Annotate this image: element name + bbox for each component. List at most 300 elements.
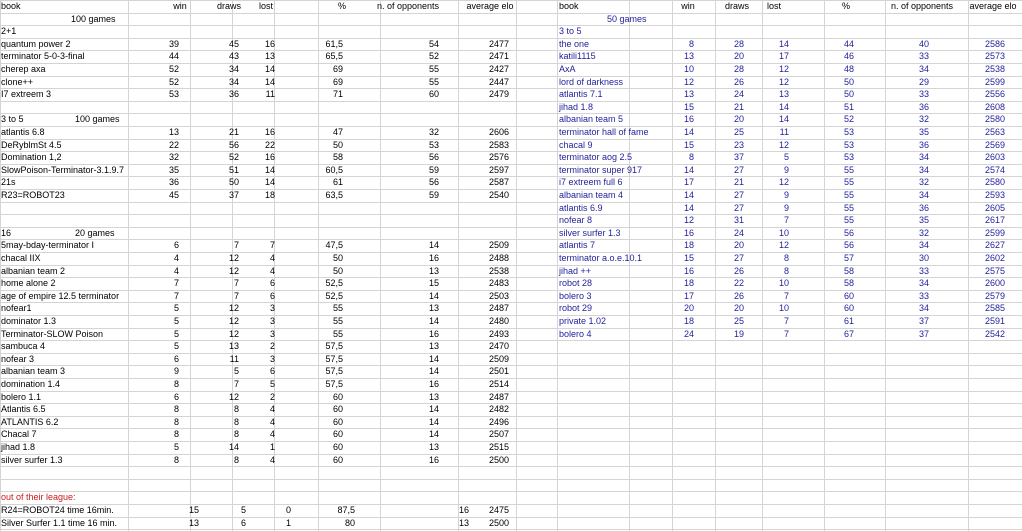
cell-opp[interactable]: 30 [918,253,929,263]
cell-lost[interactable]: 14 [778,38,789,49]
cell-book[interactable]: age of empire 12.5 terminator [1,290,120,301]
cell-win[interactable]: 22 [168,139,179,150]
cell-draws[interactable]: 27 [733,164,744,175]
cell-book[interactable]: AxA [559,64,576,74]
cell-book[interactable]: silver surfer 1.3 [1,454,63,465]
cell-opp[interactable]: 36 [918,101,929,112]
cell-lost[interactable]: 7 [783,290,789,301]
cell-pct[interactable]: 61 [332,177,343,188]
cell-pct[interactable]: 69 [332,76,343,87]
header-win[interactable]: win [173,1,187,11]
cell-lost[interactable]: 3 [269,303,275,314]
cell-win[interactable]: 14 [683,202,694,213]
league-title[interactable]: out of their league: [1,492,76,503]
cell-elo[interactable]: 2597 [488,164,509,175]
cell-win[interactable]: 35 [168,164,179,175]
header-pct[interactable]: % [337,1,346,11]
cell-pct[interactable]: 52,5 [325,290,343,301]
cell-opp[interactable]: 16 [428,328,439,339]
cell-lost[interactable]: 5 [269,379,275,389]
cell-opp[interactable]: 37 [918,328,929,339]
cell-pct[interactable]: 53 [843,152,854,163]
cell-pct[interactable]: 47 [332,127,343,137]
cell-lost[interactable]: 12 [778,139,789,150]
cell-opp[interactable]: 34 [918,64,929,74]
cell-lost[interactable]: 5 [783,152,789,163]
cell-win[interactable]: 5 [173,303,179,314]
cell-elo[interactable]: 2487 [488,303,509,314]
cell-draws[interactable]: 27 [733,190,744,200]
cell-pct[interactable]: 53 [843,127,854,137]
cell-elo[interactable]: 2447 [488,76,509,87]
cell-win[interactable]: 24 [683,328,694,339]
cell-elo[interactable]: 2593 [984,190,1005,200]
cell-elo[interactable]: 2574 [984,164,1005,175]
cell-win[interactable]: 8 [173,379,179,389]
cell-lost[interactable]: 10 [778,227,789,238]
cell-draws[interactable]: 8 [233,404,239,415]
cell-book[interactable]: quantum power 2 [1,38,71,49]
cell-draws[interactable]: 28 [733,64,744,74]
cell-opp[interactable]: 32 [428,127,439,137]
cell-pct[interactable]: 60 [332,429,343,440]
cell-draws[interactable]: 23 [733,139,744,150]
cell-opp[interactable]: 16 [428,253,439,263]
cell-draws[interactable]: 31 [733,215,744,226]
cell-win[interactable]: 45 [168,190,179,200]
cell-pct[interactable]: 55 [843,177,854,188]
cell-draws[interactable]: 20 [733,240,744,251]
cell-book[interactable]: SlowPoison-Terminator-3.1.9.7 [1,164,125,175]
cell-lost[interactable]: 10 [778,303,789,314]
cell-lost[interactable]: 8 [783,265,789,276]
cell-lost[interactable]: 7 [269,240,275,251]
cell-elo[interactable]: 2617 [984,215,1005,226]
cell-pct[interactable]: 55 [332,303,343,314]
cell-pct[interactable]: 60 [843,303,854,314]
cell-lost[interactable]: 14 [778,101,789,112]
cell-win[interactable]: 8 [173,454,179,465]
cell-opp[interactable]: 15 [428,278,439,289]
cell-lost[interactable]: 12 [778,240,789,251]
cell-pct[interactable]: 87,5 [337,505,355,515]
cell-book[interactable]: home alone 2 [1,278,56,289]
cell-elo[interactable]: 2538 [984,64,1005,74]
cell-pct[interactable]: 52,5 [325,278,343,289]
cell-book[interactable]: cherep axa [1,64,46,74]
section-games-label[interactable]: 50 games [607,13,647,24]
cell-elo[interactable]: 2599 [984,227,1005,238]
cell-elo[interactable]: 2488 [488,253,509,263]
cell-book[interactable]: jihad 1.8 [1,442,36,452]
cell-draws[interactable]: 12 [228,316,239,326]
cell-opp[interactable]: 14 [428,290,439,301]
cell-elo[interactable]: 2538 [488,265,509,276]
cell-opp[interactable]: 55 [428,64,439,74]
cell-elo[interactable]: 2579 [984,290,1005,301]
cell-lost[interactable]: 9 [783,202,789,213]
cell-opp[interactable]: 34 [918,152,929,163]
cell-lost[interactable]: 9 [783,190,789,200]
cell-draws[interactable]: 27 [733,202,744,213]
cell-lost[interactable]: 0 [285,505,291,515]
cell-pct[interactable]: 44 [843,38,854,49]
cell-win[interactable]: 5 [173,442,179,452]
cell-opp[interactable]: 37 [918,316,929,326]
cell-lost[interactable]: 18 [264,190,275,200]
cell-book[interactable]: R23=ROBOT23 [1,190,65,200]
cell-elo[interactable]: 2606 [488,127,509,137]
cell-lost[interactable]: 4 [269,265,275,276]
cell-win[interactable]: 52 [168,76,179,87]
cell-elo[interactable]: 2493 [488,328,509,339]
cell-draws[interactable]: 8 [233,454,239,465]
cell-pct[interactable]: 60 [332,404,343,415]
cell-draws[interactable]: 28 [733,38,744,49]
cell-draws[interactable]: 20 [733,114,744,125]
cell-draws[interactable]: 21 [733,177,744,188]
cell-win[interactable]: 8 [173,416,179,427]
cell-lost[interactable]: 2 [269,391,275,402]
cell-draws[interactable]: 14 [228,442,239,452]
cell-opp[interactable]: 14 [428,416,439,427]
cell-elo[interactable]: 2580 [984,114,1005,125]
section-title[interactable]: 16 [1,227,12,238]
cell-draws[interactable]: 19 [733,328,744,339]
cell-lost[interactable]: 12 [778,64,789,74]
cell-opp[interactable]: 32 [918,114,929,125]
cell-win[interactable]: 18 [683,240,694,251]
cell-lost[interactable]: 14 [264,177,275,188]
cell-lost[interactable]: 16 [264,127,275,137]
cell-book[interactable]: private 1.02 [559,316,607,326]
cell-pct[interactable]: 57 [843,253,854,263]
cell-opp[interactable]: 55 [428,76,439,87]
cell-elo[interactable]: 2575 [984,265,1005,276]
cell-opp[interactable]: 14 [428,353,439,364]
cell-elo[interactable]: 2500 [488,517,509,528]
cell-win[interactable]: 15 [188,505,199,515]
cell-elo[interactable]: 2507 [488,429,509,440]
cell-book[interactable]: i7 extreem full 6 [559,177,623,188]
cell-lost[interactable]: 22 [264,139,275,150]
cell-book[interactable]: R24=ROBOT24 time 16min. [1,505,114,515]
cell-win[interactable]: 18 [683,316,694,326]
cell-opp[interactable]: 13 [458,517,469,528]
cell-win[interactable]: 14 [683,190,694,200]
cell-win[interactable]: 6 [173,353,179,364]
cell-opp[interactable]: 33 [918,51,929,62]
cell-elo[interactable]: 2487 [488,391,509,402]
header-right-pct[interactable]: % [841,1,850,11]
cell-book[interactable]: nofear1 [1,303,32,314]
cell-draws[interactable]: 26 [733,265,744,276]
cell-win[interactable]: 16 [683,265,694,276]
cell-pct[interactable]: 61,5 [325,38,343,49]
cell-draws[interactable]: 12 [228,265,239,276]
cell-elo[interactable]: 2483 [488,278,509,289]
cell-opp[interactable]: 59 [428,164,439,175]
cell-elo[interactable]: 2470 [488,341,509,352]
cell-draws[interactable]: 25 [733,127,744,137]
cell-draws[interactable]: 11 [229,353,239,364]
cell-draws[interactable]: 24 [733,227,744,238]
cell-book[interactable]: atlantis 6.8 [1,127,45,137]
cell-pct[interactable]: 48 [843,64,854,74]
cell-elo[interactable]: 2603 [984,152,1005,163]
cell-elo[interactable]: 2569 [984,139,1005,150]
cell-win[interactable]: 10 [683,64,694,74]
cell-lost[interactable]: 3 [269,353,275,364]
header-opp[interactable]: n. of opponents [376,1,440,11]
cell-book[interactable]: albanian team 4 [559,190,624,200]
cell-elo[interactable]: 2542 [984,328,1005,339]
cell-elo[interactable]: 2585 [984,303,1005,314]
cell-elo[interactable]: 2475 [488,505,509,515]
cell-opp[interactable]: 40 [918,38,929,49]
cell-pct[interactable]: 57,5 [325,366,343,377]
cell-opp[interactable]: 16 [428,379,439,389]
cell-lost[interactable]: 11 [265,89,275,100]
cell-lost[interactable]: 6 [269,278,275,289]
cell-pct[interactable]: 67 [843,328,854,339]
cell-book[interactable]: chacal 9 [559,139,593,150]
cell-book[interactable]: albanian team 3 [1,366,66,377]
cell-book[interactable]: albanian team 5 [559,114,624,125]
cell-book[interactable]: 21s [1,177,16,188]
cell-pct[interactable]: 60 [332,416,343,427]
cell-lost[interactable]: 13 [778,89,789,100]
cell-lost[interactable]: 4 [269,429,275,440]
cell-win[interactable]: 13 [188,517,199,528]
cell-draws[interactable]: 25 [733,316,744,326]
cell-opp[interactable]: 14 [428,404,439,415]
cell-draws[interactable]: 12 [228,328,239,339]
cell-pct[interactable]: 60,5 [325,164,343,175]
cell-pct[interactable]: 58 [332,152,343,163]
cell-draws[interactable]: 36 [228,89,239,100]
cell-draws[interactable]: 12 [228,391,239,402]
cell-elo[interactable]: 2515 [488,442,509,452]
cell-lost[interactable]: 6 [269,290,275,301]
cell-lost[interactable]: 4 [269,416,275,427]
cell-book[interactable]: albanian team 2 [1,265,66,276]
cell-win[interactable]: 7 [173,278,179,289]
cell-lost[interactable]: 2 [269,341,275,352]
cell-elo[interactable]: 2480 [488,316,509,326]
cell-win[interactable]: 5 [173,341,179,352]
cell-win[interactable]: 16 [683,114,694,125]
cell-win[interactable]: 14 [683,164,694,175]
cell-elo[interactable]: 2563 [984,127,1005,137]
cell-opp[interactable]: 35 [918,215,929,226]
header-draws[interactable]: draws [216,1,241,11]
cell-pct[interactable]: 60 [332,454,343,465]
cell-elo[interactable]: 2591 [984,316,1005,326]
cell-opp[interactable]: 53 [428,139,439,150]
cell-draws[interactable]: 26 [733,76,744,87]
cell-win[interactable]: 17 [683,290,694,301]
cell-elo[interactable]: 2556 [984,89,1005,100]
cell-book[interactable]: bolero 4 [559,328,592,339]
cell-pct[interactable]: 60 [332,442,343,452]
cell-draws[interactable]: 24 [733,89,744,100]
cell-book[interactable]: sambuca 4 [1,341,46,352]
cell-book[interactable]: nofear 3 [1,353,35,364]
cell-pct[interactable]: 47,5 [325,240,343,251]
cell-pct[interactable]: 50 [843,89,854,100]
cell-lost[interactable]: 14 [264,164,275,175]
cell-win[interactable]: 12 [683,76,694,87]
cell-pct[interactable]: 71 [332,89,343,100]
cell-win[interactable]: 8 [173,404,179,415]
cell-elo[interactable]: 2608 [984,101,1005,112]
cell-book[interactable]: ATLANTIS 6.2 [1,416,59,427]
cell-pct[interactable]: 58 [843,265,854,276]
cell-win[interactable]: 6 [173,240,179,251]
cell-elo[interactable]: 2427 [488,64,509,74]
cell-book[interactable]: terminator hall of fame [559,127,649,137]
section-title[interactable]: 2+1 [1,26,17,37]
cell-pct[interactable]: 53 [843,139,854,150]
cell-pct[interactable]: 80 [344,517,355,528]
cell-win[interactable]: 17 [683,177,694,188]
cell-draws[interactable]: 51 [228,164,239,175]
section-games-label[interactable]: 100 games [71,13,116,24]
cell-draws[interactable]: 52 [228,152,239,163]
cell-opp[interactable]: 52 [428,51,439,62]
cell-win[interactable]: 16 [683,227,694,238]
cell-draws[interactable]: 21 [733,101,744,112]
cell-lost[interactable]: 17 [778,51,789,62]
cell-lost[interactable]: 14 [778,114,789,125]
header-right-elo[interactable]: average elo [969,1,1017,11]
cell-draws[interactable]: 8 [233,429,239,440]
cell-opp[interactable]: 33 [918,265,929,276]
cell-draws[interactable]: 37 [228,190,239,200]
cell-draws[interactable]: 6 [240,517,246,528]
cell-draws[interactable]: 37 [733,152,744,163]
cell-pct[interactable]: 69 [332,64,343,74]
cell-lost[interactable]: 4 [269,404,275,415]
cell-opp[interactable]: 34 [918,278,929,289]
cell-book[interactable]: jihad 1.8 [559,101,594,112]
cell-elo[interactable]: 2587 [488,177,509,188]
cell-elo[interactable]: 2540 [488,190,509,200]
cell-opp[interactable]: 13 [428,265,439,276]
cell-book[interactable]: atlantis 7.1 [559,89,603,100]
header-right-lost[interactable]: lost [766,1,781,11]
cell-book[interactable]: atlantis 6.9 [559,202,603,213]
cell-win[interactable]: 8 [173,429,179,440]
cell-draws[interactable]: 20 [733,303,744,314]
cell-opp[interactable]: 36 [918,202,929,213]
header-right-win[interactable]: win [681,1,695,11]
cell-book[interactable]: katili1115 [559,51,596,62]
cell-opp[interactable]: 32 [918,227,929,238]
cell-lost[interactable]: 4 [269,253,275,263]
cell-opp[interactable]: 33 [918,89,929,100]
cell-pct[interactable]: 56 [843,240,854,251]
cell-elo[interactable]: 2514 [488,379,509,389]
cell-opp[interactable]: 13 [428,303,439,314]
cell-book[interactable]: jihad ++ [559,265,592,276]
cell-pct[interactable]: 55 [843,164,854,175]
cell-book[interactable]: robot 28 [559,278,593,289]
cell-draws[interactable]: 7 [233,278,239,289]
cell-win[interactable]: 9 [173,366,179,377]
cell-opp[interactable]: 60 [428,89,439,100]
cell-draws[interactable]: 34 [228,76,239,87]
header-lost[interactable]: lost [258,1,273,11]
cell-lost[interactable]: 16 [264,38,275,49]
cell-pct[interactable]: 46 [843,51,854,62]
cell-opp[interactable]: 56 [428,177,439,188]
header-right-draws[interactable]: draws [724,1,749,11]
cell-draws[interactable]: 7 [233,290,239,301]
cell-opp[interactable]: 13 [428,442,439,452]
cell-elo[interactable]: 2471 [488,51,509,62]
cell-elo[interactable]: 2580 [984,177,1005,188]
cell-lost[interactable]: 12 [778,76,789,87]
cell-win[interactable]: 44 [168,51,179,62]
cell-win[interactable]: 8 [688,38,694,49]
cell-draws[interactable]: 8 [233,416,239,427]
cell-pct[interactable]: 55 [843,215,854,226]
cell-elo[interactable]: 2477 [488,38,509,49]
cell-draws[interactable]: 5 [233,366,239,377]
cell-elo[interactable]: 2500 [488,454,509,465]
cell-book[interactable]: terminator super 917 [559,164,643,175]
cell-opp[interactable]: 16 [428,454,439,465]
cell-pct[interactable]: 58 [843,278,854,289]
cell-elo[interactable]: 2605 [984,202,1005,213]
cell-draws[interactable]: 22 [733,278,744,289]
cell-win[interactable]: 13 [168,127,179,137]
cell-opp[interactable]: 35 [918,127,929,137]
cell-opp[interactable]: 14 [428,366,439,377]
cell-book[interactable]: bolero 1.1 [1,391,42,402]
cell-book[interactable]: DeRyblmSt 4.5 [1,139,62,150]
cell-draws[interactable]: 26 [733,290,744,301]
section-title[interactable]: 3 to 5 [1,114,24,125]
cell-draws[interactable]: 7 [233,379,239,389]
cell-book[interactable]: Chacal 7 [1,429,37,440]
cell-book[interactable]: I7 extreem 3 [1,89,52,100]
section-title[interactable]: 3 to 5 [559,26,582,37]
cell-pct[interactable]: 50 [332,139,343,150]
cell-pct[interactable]: 60 [332,391,343,402]
cell-book[interactable]: Terminator-SLOW Poison [1,328,104,339]
cell-opp[interactable]: 54 [428,38,439,49]
cell-elo[interactable]: 2602 [984,253,1005,263]
cell-book[interactable]: Domination 1,2 [1,152,62,163]
cell-pct[interactable]: 55 [332,328,343,339]
cell-opp[interactable]: 34 [918,240,929,251]
cell-draws[interactable]: 7 [233,240,239,251]
cell-book[interactable]: Silver Surfer 1.1 time 16 min. [1,517,118,528]
cell-draws[interactable]: 21 [228,127,239,137]
cell-lost[interactable]: 9 [783,164,789,175]
cell-elo[interactable]: 2509 [488,353,509,364]
cell-lost[interactable]: 3 [269,316,275,326]
cell-book[interactable]: terminator aog 2.5 [559,152,633,163]
cell-lost[interactable]: 1 [269,442,275,452]
cell-elo[interactable]: 2503 [488,290,509,301]
cell-win[interactable]: 13 [683,51,694,62]
cell-pct[interactable]: 50 [843,76,854,87]
cell-win[interactable]: 8 [688,152,694,163]
